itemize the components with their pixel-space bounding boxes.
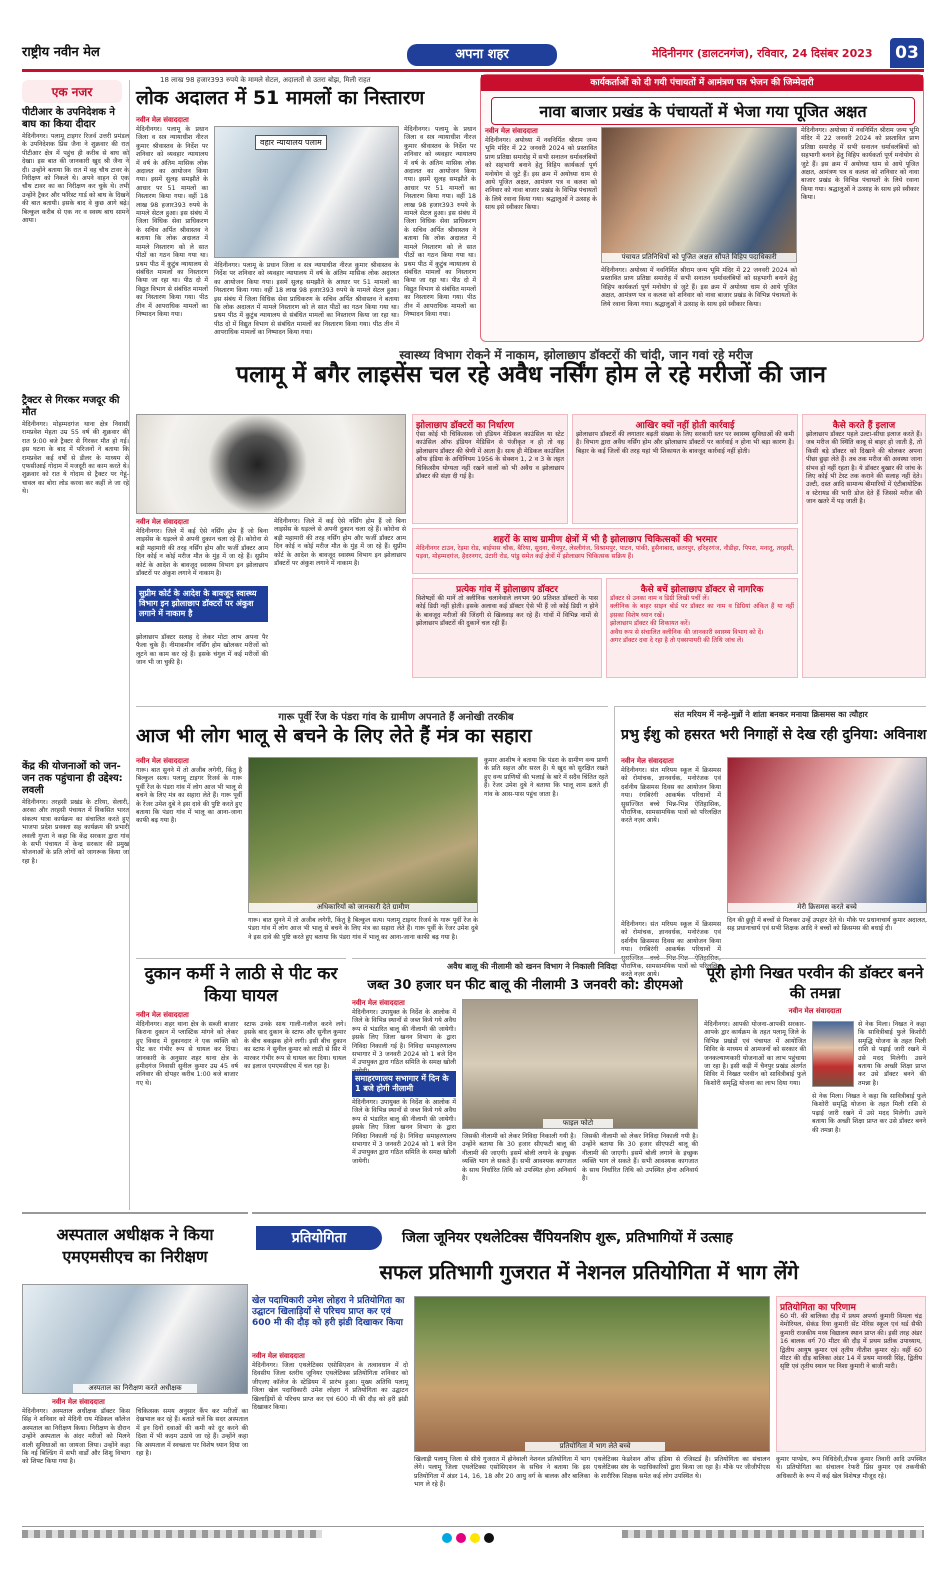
story-body: जिसकी नीलामी को लेकर निविदा निकाली गयी है। उन्होंने बताया कि 30 हजार सीएफटी बालू की नीलामी की जाएगी। इसमें बोली लगाने के इच्छुक व्यक्ति भाग ले सकते हैं। सभी आवश्यक कागजात के साथ निर्धारित तिथि को उपस्थित होना अनिवार्य है। xyxy=(462,1133,576,1183)
story-body: मेदिनीनगर। अयोध्या में नवनिर्मित श्रीराम जन्म भूमि मंदिर में 22 जनवरी 2024 को प्रस्तावित प्राण प्रतिष्ठा समारोह में सभी सनातन धर्मावलंबियों को सहभागी बनाने हेतु विहिप कार्यकर्ता पूर्ण मनोयोग से जुटे हैं। इस क्रम में अयोध्या धाम से आये पूजित अक्षत, आमंत्रण पत्र व कलश को शनिवार को नावा बाजार प्रखंड के विभिन्न पंचायतों के लिये रवाना किया गया। श्रद्धालुओं ने उत्साह के साथ इसे स्वीकार किया। xyxy=(601,267,797,308)
box-heading: शहरों के साथ ग्रामीण क्षेत्रों में भी है झोलाछाप चिकित्सकों की भरमार xyxy=(493,535,717,545)
box-heading: कैसे बचें झोलाछाप डॉक्टर से नागरिक xyxy=(640,585,764,595)
story-body: गारू। बात सुनने में तो अजीब लगेगी, किंतु है बिल्कुल सत्य। पलामू टाइगर रिजर्व के गारू पूर्वी रेंज के पंडरा गांव में लोग आज भी भालू से बचने के लिए मंत्र का सहारा लेते हैं। गारू पूर्वी के रेंजर उमेश दुबे ने इस दावे की पुष्टि करते हुए बताया कि पंडरा गांव में भालू का आना-जाना काफी बढ़ गया है। xyxy=(136,767,242,825)
photo-caption: प्रतियोगिता में भाग लेते बच्चे xyxy=(525,1442,665,1451)
story-headline: पलामू में बगैर लाइसेंस चल रहे अवैध नर्सिंग होम ले रहे मरीजों की जान xyxy=(236,362,826,388)
story-body: मेदिनीनगर। संत मरियम स्कूल में क्रिसमस को रोमांचक, ज्ञानवर्धक, मनोरंजक एवं दर्शनीय क्रिसमस दिवस का आयोजन किया गया। रंगबिरंगी आकर्षक परिधानों में सुसज्जित बच्चे भिन्न-भिन्न ऐतिहासिक, पौराणिक, सामसामयिक पात्रों को परिलक्षित करते नज़र आये। xyxy=(621,767,721,825)
story-body: मेदिनीनगर। पलामू के प्रधान जिला व सत्र न्यायाधीश नीरज कुमार श्रीवास्तव के निर्देश पर शनिवार को व्यवहार न्यायालय में वर्ष के अंतिम मासिक लोक अदालत का आयोजन किया गया। इसमें सुलह समझौते के आधार पर 51 मामलों का निस्तारण किया गया। वहीं 18 लाख 98 हजार393 रुपये के मामले सेटल हुआ। इस संबंध में जिला विधिक सेवा प्राधिकरण के सचिव अर्पित श्रीवास्तव ने बताया कि लोक अदालत में मामले निस्तारण को ले सात पीठों का गठन किया गया था। प्रथम पीठ में कुटुंब न्यायालय से संबंधित मामलों का निस्तारण किया जा रहा था। पीठ दो में विद्युत विभाग से संबंधित मामलों का निस्तारण किया गया। पीठ तीन में आपराधिक मामलों का निष्पादन किया गया। xyxy=(214,262,399,337)
top-strip: 18 लाख 98 हजार393 रुपये के मामले सेटल, अदालतों से उतरा बोझ, मिली राहत xyxy=(160,76,371,84)
story-kicker: संत मरियम में नन्हे-मुन्नों ने शांता बनकर मनाया क्रिसमस का त्यौहार xyxy=(674,710,868,719)
lok-adalat-story xyxy=(136,86,476,341)
story-body: दिन की छुट्टी में बच्चों से मिलकर उन्हें उपहार देते थे। मौके पर प्रधानाचार्य कुमार अदालत, सह प्रधानाचार्य एवं सभी शिक्षक आदि ने बच्चों को क्रिसमस की बधाई दी। xyxy=(727,917,927,933)
story-kicker: गारू पूर्वी रेंज के पंडरा गांव के ग्रामीण अपनाते हैं अनोखी तरकीब xyxy=(278,712,514,723)
villagers-photo xyxy=(248,757,478,913)
story-headline: नावा बाजार प्रखंड के पंचायतों में भेजा गया पूजित अक्षत xyxy=(491,97,915,125)
tone-strip xyxy=(22,1530,322,1538)
story-headline: दुकान कर्मी ने लाठी से पीट कर किया घायल xyxy=(144,964,338,1006)
section-badge: अपना शहर xyxy=(407,44,557,66)
story-headline: लोक अदालत में 51 मामलों का निस्तारण xyxy=(136,87,425,109)
story-body: मेदिनीनगर। पलामू के प्रधान जिला व सत्र न्यायाधीश नीरज कुमार श्रीवास्तव के निर्देश पर शनिवार को व्यवहार न्यायालय में वर्ष के अंतिम मासिक लोक अदालत का आयोजन किया गया। इसमें सुलह समझौते के आधार पर 51 मामलों का निस्तारण किया गया। वहीं 18 लाख 98 हजार393 रुपये के मामले सेटल हुआ। इस संबंध में जिला विधिक सेवा प्राधिकरण के सचिव अर्पित श्रीवास्तव ने बताया कि लोक अदालत में मामले निस्तारण को ले सात पीठों का गठन किया गया था। प्रथम पीठ में कुटुंब न्यायालय से संबंधित मामलों का निस्तारण किया जा रहा था। पीठ दो में विद्युत विभाग से संबंधित मामलों का निस्तारण किया गया। पीठ तीन में आपराधिक मामलों का निष्पादन किया गया। xyxy=(136,126,208,318)
story-body: स्टाफ उनके साथ गाली-गलौज करने लगे। इसके बाद दुकान के स्टाफ और सुनील कुमार के बीच बकझक होने लगी। इसी बीच दुकान का स्टाफ ने सुनील कुमार को लाठी से सिर में मारकर गंभीर रूप से घायल कर दिया। घायल का इलाज एमएमसीएच में चल रहा है। xyxy=(244,1021,346,1071)
photo-caption: मेरी क्रिसमस करते बच्चे xyxy=(728,903,926,912)
brief-heading: केंद्र की योजनाओं को जन-जन तक पहुंचाना ही उद्देश्य: लवली xyxy=(22,761,123,796)
story-body: गारू। बात सुनने में तो अजीब लगेगी, किंतु है बिल्कुल सत्य। पलामू टाइगर रिजर्व के गारू पूर्वी रेंज के पंडरा गांव में लोग आज भी भालू से बचने के लिए मंत्र का सहारा लेते हैं। गारू पूर्वी के रेंजर उमेश दुबे ने इस दावे की पुष्टि करते हुए बताया कि पंडरा गांव में भालू का आना-जाना काफी बढ़ गया है। xyxy=(248,917,478,941)
byline: नवीन मेल संवाददाता xyxy=(136,116,189,124)
story-body: कुमार पाण्डेय, रूप विधिदेवी,दीपक कुमार तिवारी आदि उपस्थित थे। प्रतियोगिता का संचालन रेफरी प्रिंस कुमार एवं तकनीकी अधिकारी के रूप में कई खेल विशेषज्ञ मौजूद रहे। xyxy=(776,1456,926,1480)
nikhat-portrait xyxy=(812,1021,854,1087)
byline: नवीन मेल संवाददाता xyxy=(136,518,189,526)
sand-photo xyxy=(462,999,698,1129)
byline: नवीन मेल संवाददाता xyxy=(621,757,674,765)
story-body: एथलेटिक्स फेडरेशन ऑफ इंडिया से रजिस्टर्ड है। प्रतियोगिता का संचालन एथलेटिक्स संघ के पदाधिकारियों द्वारा किया जा रहा है। मौके पर जीजीपीएस के शारीरिक शिक्षक समेत कई लोग उपस्थित थे। xyxy=(594,1456,770,1480)
aspatal-story xyxy=(22,1212,248,1522)
photo-caption: अधिकारियों को जानकारी देते ग्रामीण xyxy=(249,903,477,912)
story-body: चिकित्सक समय अनुसार कैंप कर मरीजों का देखभाल कर रहे हैं। बताते चलें कि सदर अस्पताल में इन दिनों दवाओं की कमी को दूर करने की दिशा में भी कदम उठाये जा रहे हैं। उन्होंने कहा कि अस्पताल में स्वच्छता पर विशेष ध्यान दिया जा रहा है। xyxy=(136,1408,248,1458)
ek-nazar-label: एक नजर xyxy=(22,80,122,103)
story-headline: अस्पताल अधीक्षक ने किया एमएमसीएच का निरीक्षण xyxy=(56,1225,214,1266)
byline: नवीन मेल संवाददाता xyxy=(485,127,538,135)
story-body: मेदिनीनगर। आपकी योजना-आपकी सरकार-आपके द्वार कार्यक्रम के तहत पलामू जिले के विभिन्न प्रखंडों एवं पंचायत में आयोजित शिविर के माध्यम से आमजनों को सरकार की जनकल्याणकारी योजनाओं का लाभ पहुंचाया जा रहा है। इसी कड़ी में चैनपुर प्रखंड अंतर्गत शिविर में निखत परवीन को सावित्रीबाई फुले किशोरी समृद्धि योजना का लाभ दिया गया। xyxy=(704,1021,806,1087)
nawa-bazar-story xyxy=(480,74,924,342)
story-intro: खेल पदाधिकारी उमेश लोहरा ने प्रतियोगिता का उद्घाटन खिलाड़ियों से परिचय प्राप्त कर एवं 600 मी की दौड़ को हरी झंडी दिखाकर किया xyxy=(252,1296,405,1328)
villages-box xyxy=(412,528,798,574)
photo-caption: फाइल फोटो xyxy=(543,1119,613,1128)
box-body: मेदिनीनगर टाउन, रेड़मा रोड, बाईपास चौक, बैरिया, सुदना, चैनपुर, लेस्लीगंज, विश्रामपुर, पाटन, पांकी, हुसैनाबाद, छतरपुर, हरिहरगंज, नौडीहा, पिपरा, मनातू, तरहसी, पड़वा, मोहम्मदगंज, हैदरनगर, उंटारी रोड, पांडु समेत कई क्षेत्रों में झोलाछाप चिकित्सक सक्रिय हैं। xyxy=(416,545,794,561)
story-body: खिलाड़ी पलामू जिला से सीधे गुजरात में होनेवाली नेशनल प्रतियोगिता में भाग लेंगे। पलामू जिला एथलेटिक्स एसोसिएशन के सचिव ने बताया कि इस प्रतियोगिता में अंडर 14, 16, 18 और 20 आयु वर्ग के बालक और बालिका भाग ले रहे हैं। xyxy=(414,1456,590,1489)
brief-body: मेदिनीनगर। मोहम्मदगंज थाना क्षेत्र निवासी रामप्रवेश मेहता उम्र 55 वर्ष की शुक्रवार की रात 9:00 बजे ट्रैक्टर से गिरकर मौत हो गई। इस घटना के बाद में परिजनों ने बताया कि रामप्रवेश कई वर्षों से डीलर के माध्यम से एफसीआई गोदाम में मजदूरी का काम करते थे। शुक्रवार को रात ये गोदाम से ट्रैक्टर पर गेहूं-चावल का बोरा लोड करवा कर कहीं ले जा रहे थे। xyxy=(22,421,129,496)
athletes-photo xyxy=(414,1296,770,1452)
story-body: से नेक मिला। निखत ने कहा कि सावित्रीबाई फुले किशोरी समृद्धि योजना के तहत मिली राशि से पढ़ाई जारी रखने में उसे मदद मिलेगी। उसने बताया कि अच्छी शिक्षा प्राप्त कर उसे डॉक्टर बनने की तमन्ना है। xyxy=(812,1093,926,1134)
tip-item: अवैध रूप से संचालित क्लीनिक की जानकारी स्वास्थ्य विभाग को दें। xyxy=(610,628,764,636)
box-body: झोलाछाप डॉक्टर पहले उल्टा-सीधा इलाज करते हैं। जब मरीज की स्थिति काबू से बाहर हो जाती है, तो किसी बड़े डॉक्टर को दिखाने की बोलकर अपना पीछा छुड़ा लेते हैं। तब तक मरीज की अवस्था जाना संभव हो नहीं रहता है। ये डॉक्टर बुखार की जांच के लिए कोई भी टेस्ट तक कराने की सलाह नहीं देते। उल्टी, दस्त आदि सामान्य बीमारियों में एंटीबायोटिक व स्टेरायड की भारी डोज देते हैं जिससे मरीज की जान खतरे में पड़ जाती है। xyxy=(806,431,922,506)
story-body: कुमार आशीष ने बताया कि पंडरा के ग्रामीण वन्य प्राणी के प्रति सहज और सरल हैं। ये खुद को सुरक्षित रखते हुए वन्य प्राणियों की भलाई के बारे में सदैव चिंतित रहते हैं। रेंजर उमेश दुबे ने बताया कि भालू शाम ढलते ही गांव के आस-पास पहुंच जाता है। xyxy=(484,757,608,798)
dukan-story xyxy=(136,958,346,1208)
story-headline: प्रभु ईशु को हसरत भरी निगाहों से देख रही दुनिया: अविनाश xyxy=(621,727,927,743)
footer-bar xyxy=(22,1526,924,1540)
story-kicker: जिला जूनियर एथलेटिक्स चैंपियनशिप शुरू, प्रतिभागियों में उत्साह xyxy=(402,1230,733,1246)
byline: नवीन मेल संवाददाता xyxy=(52,1398,105,1406)
tip-item: झोलाछाप डॉक्टर की शिकायत करें। xyxy=(610,620,690,628)
brief-body: मेदिनीनगर। पलामू टाइगर रिजर्व उत्तरी प्रमंडल के उपनिदेशक प्रिंस जैना ने शुक्रवार की रात पीटीआर क्षेत्र में पहुंच ही करीब से बाघ को देखा। इस बात की जानकारी खुद श्री जैना ने दी। उन्होंने बताया कि रात में वह चौथ टावर के निरीक्षण को निकले थे। अपने वाहन से एक चौथ टावर का का निरीक्षण कर चुके थे। तभी उन्होंने ट्रैकर और फॉरेस्ट गार्ड को बाघ के दिखने की बात बतायी। इसके बाद वे कुछ आगे बढ़े। बिल्कुल करीब से एक नर व स्वस्थ बाघ सामने आया। xyxy=(22,133,129,225)
story-body: मेदिनीनगर। संत मरियम स्कूल में क्रिसमस को रोमांचक, ज्ञानवर्धक, मनोरंजक एवं दर्शनीय क्रिसमस दिवस का आयोजन किया गया। रंगबिरंगी आकर्षक परिधानों में सुसज्जित बच्चे भिन्न-भिन्न ऐतिहासिक, पौराणिक, सामसामयिक पात्रों को परिलक्षित करते नज़र आये। xyxy=(621,921,721,979)
brief-body: मेदिनीनगर। तरहसी प्रखंड के टरिया, सेलारी, अरका और तरहसी पंचायत में विकसित भारत संकल्प यात्रा कार्यक्रम का संचालित करते हुए भाजपा प्रदेश प्रवक्ता सह कार्यक्रम की प्रभारी लवली गुप्ता ने कहा कि केंद्र सरकार द्वारा गांव के सभी पंचायत में केन्द्र सरकार की प्रमुख योजनाओं के प्रति लोगों को जागरूक किया जा रहा है। xyxy=(22,799,129,865)
info-box xyxy=(412,414,568,524)
story-headline: जब्त 30 हजार घन फीट बालू की नीलामी 3 जनवरी को: डीएमओ xyxy=(367,978,683,993)
story-headline: आज भी लोग भालू से बचने के लिए लेते हैं मंत्र का सहारा xyxy=(136,725,532,747)
tone-strip xyxy=(622,1530,924,1538)
story-body: मेदिनीनगर। उपायुक्त के निर्देश के आलोक में जिले के विभिन्न स्थानों से जब्त किये गये अवैध रूप से भंडारित बालू की नीलामी की जायेगी। इसके लिए जिला खनन विभाग के द्वारा निविदा निकाली गई है। निविदा समाहरणालय सभागार में 3 जनवरी 2024 को 1 बजे दिन में उपायुक्त द्वारा गठित समिति के समक्ष खोली xyxy=(352,1009,456,1067)
story-kicker: स्वास्थ्य विभाग रोकने में नाकाम, झोलाछाप डॉक्टरों की चांदी, जान गवां रहे मरीज xyxy=(399,348,753,362)
nikhat-story xyxy=(704,958,926,1208)
photo-caption: अस्पताल का निरीक्षण करते अधीक्षक xyxy=(73,1384,197,1393)
byline: नवीन मेल संवाददाता xyxy=(136,1011,189,1019)
byline: नवीन मेल संवाददाता xyxy=(252,1352,305,1360)
info-box xyxy=(572,414,798,524)
stethoscope-photo xyxy=(136,414,406,514)
box-heading: कैसे करते हैं इलाज xyxy=(832,421,896,431)
byline: नवीन मेल संवाददाता xyxy=(136,757,189,765)
court-photo xyxy=(214,126,399,258)
section-tag: प्रतियोगिता xyxy=(256,1226,382,1250)
result-box xyxy=(776,1296,926,1452)
akshat-photo xyxy=(601,127,797,263)
box-body: ऐसा कोई भी चिकित्सक जो इंडियन मेडिकल काउंसिल या स्टेट काउंसिल ऑफ इंडियन मेडिसिन से पंजीकृत न हो तो वह झोलाछाप डॉक्टर की श्रेणी में आता है। साथ ही मेडिकल काउंसिल ऑफ इंडिया के अधिनियम 1956 के सेक्शन 1, 2 व 3 के तहत चिकित्सीय योग्यता नहीं रखने वालों को भी अवैध व झोलाछाप डॉक्टर की संज्ञा दी गई है। xyxy=(416,431,564,481)
story-body: मेदिनीनगर। पलामू के प्रधान जिला व सत्र न्यायाधीश नीरज कुमार श्रीवास्तव के निर्देश पर शनिवार को व्यवहार न्यायालय में वर्ष के अंतिम मासिक लोक अदालत का आयोजन किया गया। इसमें सुलह समझौते के आधार पर 51 मामलों का निस्तारण किया गया। वहीं 18 लाख 98 हजार393 रुपये के मामले सेटल हुआ। इस संबंध में जिला विधिक सेवा प्राधिकरण के सचिव अर्पित श्रीवास्तव ने बताया कि लोक अदालत में मामले निस्तारण को ले सात पीठों का गठन किया गया था। प्रथम पीठ में कुटुंब न्यायालय से संबंधित मामलों का निस्तारण किया जा रहा था। पीठ दो में विद्युत विभाग से संबंधित मामलों का निस्तारण किया गया। पीठ तीन में आपराधिक मामलों का निष्पादन किया गया। xyxy=(404,126,476,318)
christmas-photo xyxy=(727,757,927,913)
dateline: मेदिनीनगर (डालटनगंज), रविवार, 24 दिसंबर 2023 xyxy=(652,47,873,60)
story-body: मेदिनीनगर। उपायुक्त के निर्देश के आलोक में जिले के विभिन्न स्थानों से जब्त किये गये अवैध रूप से भंडारित बालू की नीलामी की जायेगी। इसके लिए जिला खनन विभाग के द्वारा निविदा निकाली गई है। निविदा समाहरणालय सभागार में 3 जनवरी 2024 को 1 बजे दिन में उपायुक्त द्वारा गठित समिति के समक्ष खोली जायेगी। xyxy=(352,1099,456,1165)
story-body: मेदिनीनगर। अयोध्या में नवनिर्मित श्रीराम जन्म भूमि मंदिर में 22 जनवरी 2024 को प्रस्तावित प्राण प्रतिष्ठा समारोह में सभी सनातन धर्मावलंबियों को सहभागी बनाने हेतु विहिप कार्यकर्ता पूर्ण मनोयोग से जुटे हैं। इस क्रम में अयोध्या धाम से आये पूजित अक्षत, आमंत्रण पत्र व कलश को शनिवार को नावा बाजार प्रखंड के विभिन्न पंचायतों के लिये रवाना किया गया। श्रद्धालुओं ने उत्साह के साथ इसे स्वीकार किया। xyxy=(801,127,919,202)
pull-quote: सुप्रीम कोर्ट के आदेश के बावजूद स्वास्थ्य विभाग इन झोलाछाप डॉक्टरों पर अंकुश लगाने में नाकाम है xyxy=(136,586,268,622)
photo-caption: पंचायत प्रतिनिधियों को पूजित अक्षत सौंपते विहिप पदाधिकारी xyxy=(602,253,796,262)
story-body: जिसकी नीलामी को लेकर निविदा निकाली गयी है। उन्होंने बताया कि 30 हजार सीएफटी बालू की नीलामी की जाएगी। इसमें बोली लगाने के इच्छुक व्यक्ति भाग ले सकते हैं। सभी आवश्यक कागजात के साथ निर्धारित तिथि को उपस्थित होना अनिवार्य है। xyxy=(582,1133,698,1183)
tip-item: क्लीनिक के बाहर साइन बोर्ड पर डॉक्टर का नाम व डिग्रियां अंकित हैं या नहीं इसका विशेष ध्यान रखें। xyxy=(610,603,794,619)
box-body: 60 मी. की बालिका दौड़ में प्रथम अपर्णा कुमारी विमला चंद्र मेमोरियल, सेकंड रिया कुमारी सेंट मेरिस स्कूल एवं थर्ड सैफी कुमारी राजकीय मध्य विद्यालय स्थान प्राप्त की। इसी तरह अंडर 16 बालक वर्ग 70 मीटर की दौड़ में प्रथम प्रतीक उपाध्याय, द्वितीय आयुष कुमार एवं तृतीय नीतीश कुमार रहे। वहीं 60 मीटर की दौड़ बालिका अंडर 14 में प्रथम मानसी सिंह, द्वितीय सृष्टि एवं तृतीय स्थान पर निशा कुमारी ने बाजी मारी। xyxy=(780,1313,922,1371)
story-body: मेदिनीनगर। जिले में कई ऐसे नर्सिंग होम हैं जो बिना लाइसेंस के धड़ल्ले से अपनी दुकान चला रहे हैं। कोरोना से बड़ी महामारी की तरह नर्सिंग होम और फर्जी डॉक्टर आम दिन कोई न कोई मरीज मौत के मुंह में जा रहे हैं। सुप्रीम कोर्ट के आदेश के बावजूद स्वास्थ्य विभाग इन झोलाछाप डॉक्टरों पर अंकुश लगाने में नाकाम है। xyxy=(136,528,268,578)
story-body: मेदिनीनगर। अस्पताल अधीक्षक डॉक्टर किस सिंह ने शनिवार को मेदिनी राय मेडिकल कॉलेज अस्पताल का निरीक्षण किया। निरीक्षण के दौरान उन्होंने अस्पताल के अंदर मरीजों को मिलने वाली सुविधाओं का जायजा लिया। उन्होंने कहा कि नई बिल्डिंग में सभी वार्डों और शिशु विभाग को शिफ्ट किया गया है। xyxy=(22,1408,130,1466)
newspaper-brand: राष्ट्रीय नवीन मेल xyxy=(22,45,100,60)
athletics-story xyxy=(252,1212,926,1522)
story-body: मेदिनीनगर। शहर थाना क्षेत्र के सब्जी बाजार किराना दुकान में प्लास्टिक मांगने को लेकर हुए विवाद में दुकानदार ने एक व्यक्ति को पीट कर गंभीर रूप से घायल कर दिया। जानकारी के अनुसार शहर थाना क्षेत्र के हमीदगंज निवासी सुनील कुमार उम्र 45 वर्ष शनिवार की दोपहर करीब 1:00 बजे बाजार गए थे। xyxy=(136,1021,238,1087)
brief-heading: पीटीआर के उपनिदेशक ने बाघ का किया दीदार xyxy=(22,107,115,130)
hospital-photo xyxy=(22,1284,248,1394)
story-kicker: अवैध बालू की नीलामी को खनन विभाग ने निकाली निविदा xyxy=(446,962,618,971)
nursing-home-story xyxy=(136,346,926,680)
story-body: मेदिनीनगर। जिले में कई ऐसे नर्सिंग होम हैं जो बिना लाइसेंस के धड़ल्ले से अपनी दुकान चला रहे हैं। कोरोना से बड़ी महामारी की तरह नर्सिंग होम और फर्जी डॉक्टर आम दिन कोई न कोई मरीज मौत के मुंह में जा रहे हैं। सुप्रीम कोर्ट के आदेश के बावजूद स्वास्थ्य विभाग इन झोलाछाप डॉक्टरों पर अंकुश लगाने में नाकाम है। xyxy=(274,518,406,568)
story-body: झोलाछाप डॉक्टर सलाह दे लेकर मोटा लाभ अपना पैर फैला चुके हैं। नीमाकमीन नर्सिंग होम खोलकर मरीजों को लूटने का काम कर रहे हैं। इसके चंगुल में कई मरीजों की जान भी जा चुकी है। xyxy=(136,634,268,667)
story-body: मेदिनीनगर। अयोध्या में नवनिर्मित श्रीराम जन्म भूमि मंदिर में 22 जनवरी 2024 को प्रस्तावित प्राण प्रतिष्ठा समारोह में सभी सनातन धर्मावलंबियों को सहभागी बनाने हेतु विहिप कार्यकर्ता पूर्ण मनोयोग से जुटे हैं। इस क्रम में अयोध्या धाम से आये पूजित अक्षत, आमंत्रण पत्र व कलश को शनिवार को नावा बाजार प्रखंड के विभिन्न पंचायतों के लिये रवाना किया गया। श्रद्धालुओं ने उत्साह के साथ इसे स्वीकार किया। xyxy=(485,137,597,212)
story-headline: सफल प्रतिभागी गुजरात में नेशनल प्रतियोगिता में भाग लेंगे xyxy=(379,1260,799,1284)
bhalu-story xyxy=(136,706,608,954)
story-body: से नेक मिला। निखत ने कहा कि सावित्रीबाई फुले किशोरी समृद्धि योजना के तहत मिली राशि से पढ़ाई जारी रखने में उसे मदद मिलेगी। उसने बताया कि अच्छी शिक्षा प्राप्त कर उसे डॉक्टर बनने की तमन्ना है। xyxy=(858,1021,926,1087)
box-body: विशेषज्ञों की मानें तो क्लीनिक चलानेवाले लगभग 90 प्रतिशत डॉक्टरों के पास कोई डिग्री नहीं होती। इसके अलावा कई डॉक्टर ऐसे भी हैं जो कोई डिग्री न होने के बावजूद मरीजों की जिंदगी से खिलवाड़ कर रहे हैं। गांवों में विभिन्न नामों से झोलाछाप डॉक्टरों की दुकानें चल रही हैं। xyxy=(416,595,598,628)
box-heading: झोलाछाप डॉक्टरों का निर्धारण xyxy=(416,421,514,431)
box-body: झोलाछाप डॉक्टरों की लगातार बढ़ती संख्या के लिए सरकारी स्तर पर स्वास्थ्य सुविधाओं की कमी है। विभाग द्वारा अवैध नर्सिंग होम और झोलाछाप डॉक्टरों पर कार्रवाई न होना भी बड़ा कारण है। बिहार के कई जिलों की तरह यहां भी शिकायत के बावजूद कार्रवाई नहीं होती। xyxy=(576,431,794,455)
court-sign: वहार न्यायालय पलाम xyxy=(255,135,327,150)
tip-item: अगर डॉक्टर दवा दे रहा है तो एक्सपायरी की तिथि जांच लें। xyxy=(610,637,744,645)
story-body: मेदिनीनगर। जिला एथलेटिक्स एसोसिएशन के तत्वावधान में दो दिवसीय जिला स्तरीय जूनियर एथलेटिक्स प्रतियोगिता शनिवार को जीएलए कॉलेज के स्टेडियम में प्रारंभ हुआ। मुख्य अतिथि पलामू जिला खेल पदाधिकारी उमेश लोहरा ने प्रतियोगिता का उद्घाटन खिलाड़ियों से परिचय प्राप्त कर एवं 600 मी की दौड़ को हरी झंडी दिखाकर किया। xyxy=(252,1362,408,1412)
box-heading: आखिर क्यों नहीं होती कार्रवाई xyxy=(635,421,735,431)
story-kicker: कार्यकर्ताओं को दी गयी पंचायतों में आमंत्रण पत्र भेजन की जिम्मेदारी xyxy=(481,75,923,91)
christmas-story xyxy=(614,706,927,979)
info-box xyxy=(802,414,926,678)
subhead-box: समाहरणालय सभागार में दिन के 1 बजे होगी नीलामी xyxy=(352,1071,456,1097)
masthead xyxy=(22,38,924,72)
byline: नवीन मेल संवाददाता xyxy=(788,1007,842,1015)
story-headline: पूरी होगी निखत परवीन की डॉक्टर बनने की तमन्ना xyxy=(706,964,924,1002)
info-box xyxy=(412,578,602,678)
byline: नवीन मेल संवाददाता xyxy=(352,999,405,1007)
tip-item: डॉक्टर से उनका नाम व डिग्री लिखी पर्ची लें। xyxy=(610,595,709,602)
page-number: 03 xyxy=(890,38,924,68)
brief-heading: ट्रैक्टर से गिरकर मजदूर की मौत xyxy=(22,395,120,418)
ek-nazar-column xyxy=(22,80,130,1210)
registration-dots xyxy=(442,1528,498,1547)
box-heading: प्रतियोगिता का परिणाम xyxy=(780,1303,856,1313)
box-heading: प्रत्येक गांव में झोलाछाप डॉक्टर xyxy=(456,585,558,595)
tips-box xyxy=(606,578,798,678)
balu-story xyxy=(352,958,698,1208)
